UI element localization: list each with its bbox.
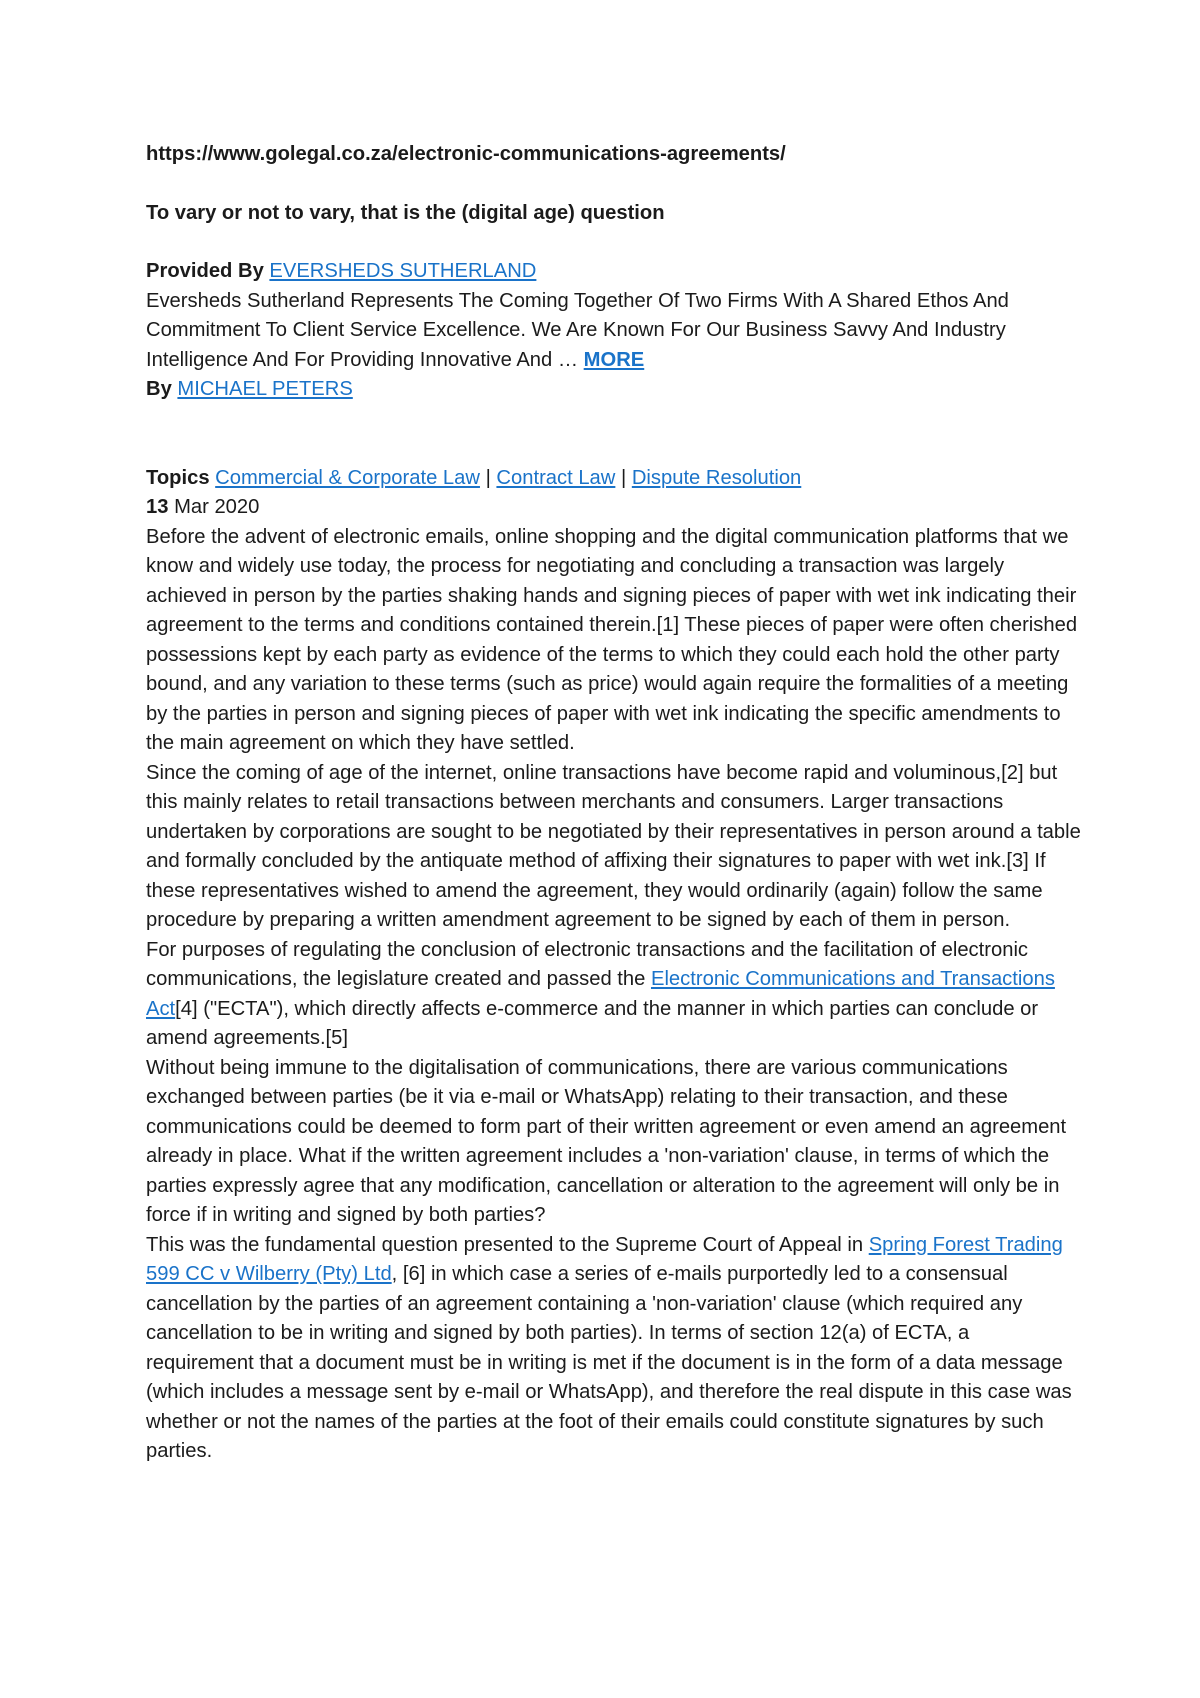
publish-date (146, 493, 1081, 523)
publish-date-day: 13 (146, 496, 169, 518)
ecta-link[interactable]: Electronic Communications and Transactions Act (146, 968, 1055, 1020)
source-url: https://www.golegal.co.za/electronic-communications-agreements/ (146, 143, 786, 165)
publish-date-rest: Mar 2020 (174, 496, 260, 518)
body-paragraph-1: Before the advent of electronic emails, online shopping and the digital communication platforms that we know and widely use today, the process for negotiating and concluding a transaction was largely achieved in person by the parties shaking hands and signing pieces of paper with wet ink indicating their agreement to the terms and conditions contained therein.[1] These pieces of paper were often cherished possessions kept by each party as evidence of the terms to which they could each hold the other party bound, and any variation to these terms (such as price) would again require the formalities of a meeting by the parties in person and signing pieces of paper with wet ink indicating the specific amendments to the main agreement on which they have settled. (146, 525, 1078, 754)
body-paragraph-5-text-a: This was the fundamental question presented to the Supreme Court of Appeal in (146, 1233, 869, 1256)
case-link[interactable]: Spring Forest Trading 599 CC v Wilberry (Pty) Ltd (146, 1233, 1063, 1285)
body-paragraph-3-text-b: [4] ("ECTA"), which directly affects e-commerce and the manner in which parties can conclude or amend agreements.[5] (146, 997, 1039, 1049)
author-line (146, 375, 1081, 405)
topic-link-contract-law[interactable]: Contract Law (496, 466, 616, 489)
article-title: To vary or not to vary, that is the (digital age) question (146, 201, 665, 224)
topic-separator: | (620, 466, 627, 489)
body-paragraph-4: Without being immune to the digitalisation of communications, there are various communications exchanged between parties (be it via e-mail or WhatsApp) relating to their transaction, and these communications could be deemed to form part of their written agreement or even amend an agreement already in place. What if the written agreement includes a 'non-variation' clause, in terms of which the parties expressly agree that any modification, cancellation or alteration to the agreement will only be in force if in writing and signed by both parties? (146, 1056, 1067, 1226)
author-label: By (146, 378, 172, 400)
provider-description (146, 287, 1081, 376)
provider-line (146, 257, 1081, 287)
body-paragraph-3-text-a: For purposes of regulating the conclusion of electronic transactions and the facilitation of electronic communications, the legislature created and passed the (146, 938, 1029, 990)
topic-separator: | (485, 466, 491, 489)
provider-link[interactable]: EVERSHEDS SUTHERLAND (269, 260, 537, 282)
author-link[interactable]: MICHAEL PETERS (177, 378, 353, 400)
body-paragraph-3 (146, 936, 1081, 1054)
spacer (146, 405, 1081, 464)
article-page (146, 140, 1081, 1467)
more-link[interactable]: MORE (583, 348, 645, 371)
body-paragraph-5 (146, 1231, 1081, 1467)
topics-label: Topics (146, 466, 210, 489)
body-paragraph-2: Since the coming of age of the internet, online transactions have become rapid and voluminous,[2] but this mainly relates to retail transactions between merchants and consumers. Larger transactions undertaken by corporations are sought to be negotiated by their representatives in person around a table and formally concluded by the antiquate method of affixing their signatures to paper with wet ink.[3] If these representatives wished to amend the agreement, they would ordinarily (again) follow the same procedure by preparing a written amendment agreement to be signed by each of them in person. (146, 761, 1081, 931)
provider-label: Provided By (146, 260, 264, 282)
topic-link-dispute-resolution[interactable]: Dispute Resolution (631, 466, 802, 489)
topics-line (146, 464, 1081, 494)
provider-description-text: Eversheds Sutherland Represents The Coming Together Of Two Firms With A Shared Ethos And Commitment To Client Service Excellence. We Are Known For Our Business Savvy And Industry Intelligence And For Providing Innovative And … (146, 289, 1009, 371)
body-paragraph-5-text-b: , [6] in which case a series of e-mails purportedly led to a consensual cancellation by the parties of an agreement containing a 'non-variation' clause (which required any cancellation to be in writing and signed by both parties). In terms of section 12(a) of ECTA, a requirement that a document must be in writing is met if the document is in the form of a data message (which includes a message sent by e-mail or WhatsApp), and therefore the real dispute in this case was whether or not the names of the parties at the foot of their emails could constitute signatures by such parties. (146, 1263, 1072, 1462)
topic-link-commercial-corporate-law[interactable]: Commercial & Corporate Law (215, 466, 480, 489)
